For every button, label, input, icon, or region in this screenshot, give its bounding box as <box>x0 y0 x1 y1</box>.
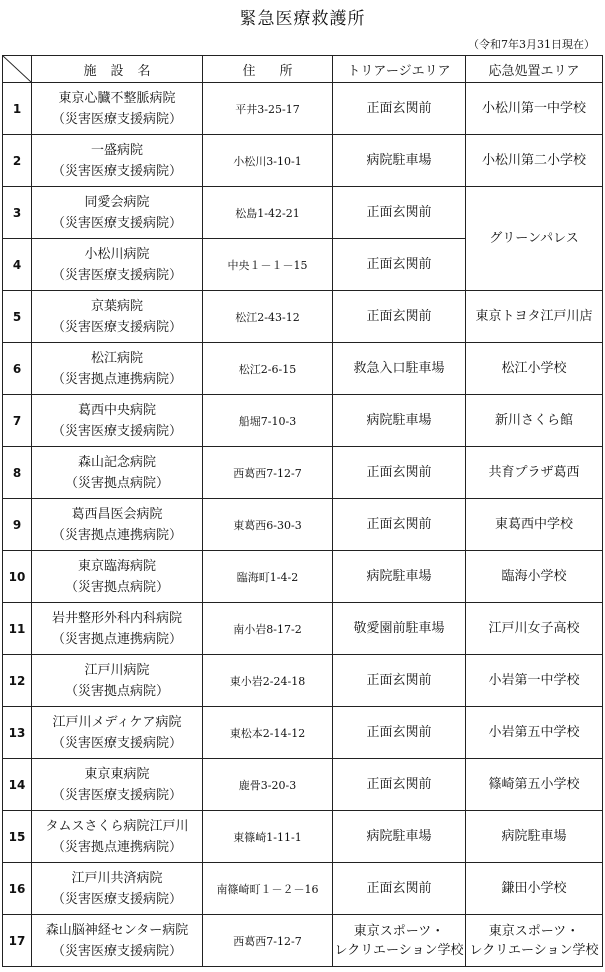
address-cell: 松江2-6-15 <box>203 343 333 395</box>
facility-name: 東京東病院 <box>84 766 150 782</box>
facility-type: （災害医療支援病院） <box>51 423 182 439</box>
header-address-label: 住所 <box>242 63 317 79</box>
triage-area-cell: 正面玄関前 <box>333 707 466 759</box>
triage-area-cell: 正面玄関前 <box>333 187 466 239</box>
facility-cell <box>32 343 203 395</box>
row-number: 4 <box>3 239 32 291</box>
table-row <box>3 343 603 395</box>
facility-cell <box>32 603 203 655</box>
table-row <box>3 395 603 447</box>
facility-name: 江戸川病院 <box>84 662 150 678</box>
emergency-area-cell: 松江小学校 <box>466 343 603 395</box>
emergency-area-line: レクリエーション学校 <box>469 942 599 958</box>
facility-cell <box>32 447 203 499</box>
row-number: 10 <box>3 551 32 603</box>
row-number: 5 <box>3 291 32 343</box>
header-address <box>203 56 333 83</box>
facility-cell <box>32 915 203 967</box>
facility-name: 森山記念病院 <box>77 454 156 470</box>
header-emergency: 応急処置エリア <box>466 56 603 83</box>
corner-cell <box>3 56 32 83</box>
address-cell: 東篠崎1-11-1 <box>203 811 333 863</box>
table-row <box>3 135 603 187</box>
table-row <box>3 447 603 499</box>
emergency-area-cell: 小岩第一中学校 <box>466 655 603 707</box>
facility-cell <box>32 655 203 707</box>
facility-name: タムスさくら病院江戸川 <box>45 818 189 834</box>
triage-area-cell: 正面玄関前 <box>333 863 466 915</box>
facility-type: （災害拠点連携病院） <box>51 631 182 647</box>
address-cell: 平井3-25-17 <box>203 83 333 135</box>
header-row <box>3 56 603 83</box>
facility-name: 江戸川メディケア病院 <box>52 714 182 730</box>
header-triage: トリアージエリア <box>333 56 466 83</box>
facility-name: 江戸川共済病院 <box>71 870 163 886</box>
facility-cell <box>32 83 203 135</box>
emergency-area-cell: 病院駐車場 <box>466 811 603 863</box>
triage-area-cell: 正面玄関前 <box>333 655 466 707</box>
facility-name: 京葉病院 <box>90 298 143 314</box>
address-cell: 西葛西7-12-7 <box>203 915 333 967</box>
triage-area-cell: 正面玄関前 <box>333 447 466 499</box>
facility-type: （災害拠点病院） <box>64 579 169 595</box>
table-row <box>3 551 603 603</box>
facility-type: （災害医療支援病院） <box>51 735 182 751</box>
facility-cell <box>32 499 203 551</box>
table-row <box>3 759 603 811</box>
emergency-area-cell: 江戸川女子高校 <box>466 603 603 655</box>
facility-cell <box>32 551 203 603</box>
row-number: 9 <box>3 499 32 551</box>
row-number: 15 <box>3 811 32 863</box>
header-facility <box>32 56 203 83</box>
emergency-area-cell: 新川さくら館 <box>466 395 603 447</box>
emergency-area-cell: 東葛西中学校 <box>466 499 603 551</box>
address-cell: 船堀7-10-3 <box>203 395 333 447</box>
as-of-date: （令和7年3月31日現在） <box>468 38 595 51</box>
address-cell: 小松川3-10-1 <box>203 135 333 187</box>
triage-area-cell: 病院駐車場 <box>333 395 466 447</box>
triage-area-cell: 正面玄関前 <box>333 291 466 343</box>
row-number: 16 <box>3 863 32 915</box>
facility-type: （災害拠点連携病院） <box>51 839 182 855</box>
emergency-area-line: 東京スポーツ・ <box>488 923 580 939</box>
table-row <box>3 811 603 863</box>
triage-area-cell: 救急入口駐車場 <box>333 343 466 395</box>
emergency-area-cell: 臨海小学校 <box>466 551 603 603</box>
facility-type: （災害拠点連携病院） <box>51 371 182 387</box>
row-number: 11 <box>3 603 32 655</box>
address-cell: 西葛西7-12-7 <box>203 447 333 499</box>
facility-cell <box>32 135 203 187</box>
emergency-area-cell: 小岩第五中学校 <box>466 707 603 759</box>
address-cell: 松江2-43-12 <box>203 291 333 343</box>
row-number: 12 <box>3 655 32 707</box>
row-number: 7 <box>3 395 32 447</box>
address-cell: 東松本2-14-12 <box>203 707 333 759</box>
table-row <box>3 187 603 239</box>
address-cell: 中央１－１－15 <box>203 239 333 291</box>
facility-type: （災害拠点病院） <box>64 475 169 491</box>
facility-name: 葛西昌医会病院 <box>71 506 163 522</box>
facility-type: （災害医療支援病院） <box>51 215 182 231</box>
facility-cell <box>32 187 203 239</box>
facility-type: （災害医療支援病院） <box>51 943 182 959</box>
table-row <box>3 499 603 551</box>
triage-area-cell: 病院駐車場 <box>333 811 466 863</box>
triage-area-cell: 正面玄関前 <box>333 499 466 551</box>
address-cell: 松島1-42-21 <box>203 187 333 239</box>
facility-name: 葛西中央病院 <box>77 402 156 418</box>
emergency-area-cell: 小松川第一中学校 <box>466 83 603 135</box>
facility-name: 岩井整形外科内科病院 <box>51 610 182 626</box>
emergency-area-cell: 東京トヨタ江戸川店 <box>466 291 603 343</box>
row-number: 14 <box>3 759 32 811</box>
facility-cell <box>32 863 203 915</box>
facility-name: 小松川病院 <box>84 246 150 262</box>
facility-type: （災害医療支援病院） <box>51 787 182 803</box>
triage-area-cell: 正面玄関前 <box>333 83 466 135</box>
table-row <box>3 83 603 135</box>
header-facility-label: 施設名 <box>83 63 165 79</box>
address-cell: 南小岩8-17-2 <box>203 603 333 655</box>
facility-name: 東京心臓不整脈病院 <box>58 90 176 106</box>
facility-type: （災害医療支援病院） <box>51 111 182 127</box>
row-number: 8 <box>3 447 32 499</box>
facility-type: （災害拠点連携病院） <box>51 527 182 543</box>
facility-cell <box>32 759 203 811</box>
triage-area-line: 東京スポーツ・ <box>353 923 445 939</box>
table-row <box>3 707 603 759</box>
row-number: 2 <box>3 135 32 187</box>
facility-name: 東京臨海病院 <box>77 558 156 574</box>
facility-cell <box>32 707 203 759</box>
triage-area-cell: 敬愛園前駐車場 <box>333 603 466 655</box>
address-cell: 鹿骨3-20-3 <box>203 759 333 811</box>
facility-cell <box>32 239 203 291</box>
address-cell: 東小岩2-24-18 <box>203 655 333 707</box>
address-cell: 臨海町1-4-2 <box>203 551 333 603</box>
facility-type: （災害医療支援病院） <box>51 319 182 335</box>
facility-name: 松江病院 <box>90 350 143 366</box>
row-number: 13 <box>3 707 32 759</box>
address-cell: 東葛西6-30-3 <box>203 499 333 551</box>
triage-area-cell: 正面玄関前 <box>333 759 466 811</box>
emergency-area-cell: 篠崎第五小学校 <box>466 759 603 811</box>
triage-area-cell: 病院駐車場 <box>333 551 466 603</box>
table-body <box>3 83 603 967</box>
emergency-area-cell: グリーンパレス <box>466 187 603 291</box>
table-row <box>3 603 603 655</box>
table-row <box>3 863 603 915</box>
facility-name: 同愛会病院 <box>84 194 150 210</box>
triage-area-cell: 正面玄関前 <box>333 239 466 291</box>
facility-cell <box>32 291 203 343</box>
triage-area-cell <box>333 915 466 967</box>
document-title: 緊急医療救護所 <box>239 9 366 29</box>
row-number: 3 <box>3 187 32 239</box>
row-number: 6 <box>3 343 32 395</box>
emergency-area-cell: 小松川第二小学校 <box>466 135 603 187</box>
facility-type: （災害医療支援病院） <box>51 163 182 179</box>
medical-relief-station-table <box>2 55 603 967</box>
table-row <box>3 291 603 343</box>
table-row <box>3 655 603 707</box>
facility-name: 森山脳神経センター病院 <box>45 922 189 938</box>
table-row <box>3 915 603 967</box>
facility-name: 一盛病院 <box>90 142 143 158</box>
emergency-area-cell: 鎌田小学校 <box>466 863 603 915</box>
facility-cell <box>32 395 203 447</box>
diagonal-line-icon <box>3 56 31 82</box>
address-cell: 南篠崎町１－２－16 <box>203 863 333 915</box>
triage-area-cell: 病院駐車場 <box>333 135 466 187</box>
row-number: 1 <box>3 83 32 135</box>
facility-type: （災害医療支援病院） <box>51 891 182 907</box>
facility-cell <box>32 811 203 863</box>
facility-type: （災害拠点病院） <box>64 683 169 699</box>
facility-type: （災害医療支援病院） <box>51 267 182 283</box>
row-number: 17 <box>3 915 32 967</box>
emergency-area-cell: 共育プラザ葛西 <box>466 447 603 499</box>
triage-area-line: レクリエーション学校 <box>334 942 464 958</box>
emergency-area-cell <box>466 915 603 967</box>
